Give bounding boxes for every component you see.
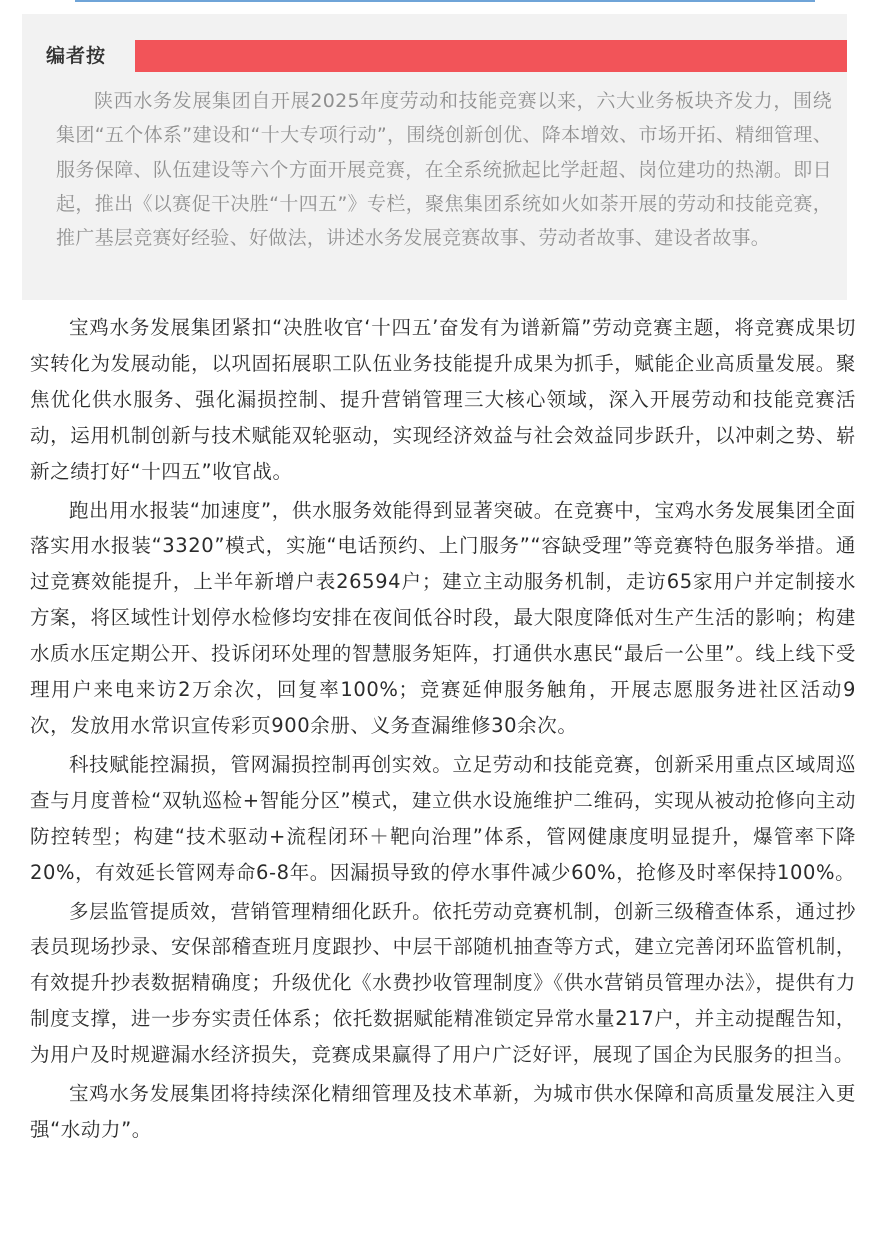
editor-note-title: 编者按 [46, 45, 107, 67]
top-divider-line [75, 0, 815, 2]
editor-note-accent-bar [135, 40, 847, 72]
article-body [30, 310, 856, 1151]
article-paragraph: 宝鸡水务发展集团紧扣“决胜收官‘十四五’奋发有为谱新篇”劳动竞赛主题，将竞赛成果切实转化为发展动能，以巩固拓展职工队伍业务技能提升成果为抓手，赋能企业高质量发展。聚焦优化供水服务、强化漏损控制、提升营销管理三大核心领域，深入开展劳动和技能竞赛活动，运用机制创新与技术赋能双轮驱动，实现经济效益与社会效益同步跃升，以冲刺之势、崭新之绩打好“十四五”收官战。 [30, 316, 856, 483]
article-paragraph: 宝鸡水务发展集团将持续深化精细管理及技术革新，为城市供水保障和高质量发展注入更强“水动力”。 [30, 1082, 856, 1141]
editor-note-box [22, 14, 847, 300]
article-paragraph: 多层监管提质效，营销管理精细化跃升。依托劳动竞赛机制，创新三级稽查体系，通过抄表员现场抄录、安保部稽查班月度跟抄、中层干部随机抽查等方式，建立完善闭环监管机制，有效提升抄表数据精确度；升级优化《水费抄收管理制度》《供水营销员管理办法》，提供有力制度支撑，进一步夯实责任体系；依托数据赋能精准锁定异常水量217户，并主动提醒告知，为用户及时规避漏水经济损失，竞赛成果赢得了用户广泛好评，展现了国企为民服务的担当。 [30, 899, 856, 1067]
article-paragraph: 科技赋能控漏损，管网漏损控制再创实效。立足劳动和技能竞赛，创新采用重点区域周巡查与月度普检“双轨巡检+智能分区”模式，建立供水设施维护二维码，实现从被动抢修向主动防控转型；构建“技术驱动+流程闭环＋靶向治理”体系，管网健康度明显提升，爆管率下降20%，有效延长管网寿命6-8年。因漏损导致的停水事件减少60%，抢修及时率保持100%。 [30, 752, 856, 884]
article-paragraph: 跑出用水报装“加速度”，供水服务效能得到显著突破。在竞赛中，宝鸡水务发展集团全面落实用水报装“3320”模式，实施“电话预约、上门服务”“容缺受理”等竞赛特色服务举措。通过竞赛效能提升，上半年新增户表26594户；建立主动服务机制，走访65家用户并定制接水方案，将区域性计划停水检修均安排在夜间低谷时段，最大限度降低对生产生活的影响；构建水质水压定期公开、投诉闭环处理的智慧服务矩阵，打通供水惠民“最后一公里”。线上线下受理用户来电来访2万余次，回复率100%；竞赛延伸服务触角，开展志愿服务进社区活动9次，发放用水常识宣传彩页900余册、义务查漏维修30余次。 [30, 498, 856, 737]
editor-note-header [22, 40, 847, 72]
editor-note-text: 陕西水务发展集团自开展2025年度劳动和技能竞赛以来，六大业务板块齐发力，围绕集团“五个体系”建设和“十大专项行动”，围绕创新创优、降本增效、市场开拓、精细管理、服务保障、队伍建设等六个方面开展竞赛，在全系统掀起比学赶超、岗位建功的热潮。即日起，推出《以赛促干决胜“十四五”》专栏，聚焦集团系统如火如荼开展的劳动和技能竞赛，推广基层竞赛好经验、好做法，讲述水务发展竞赛故事、劳动者故事、建设者故事。 [56, 90, 832, 250]
